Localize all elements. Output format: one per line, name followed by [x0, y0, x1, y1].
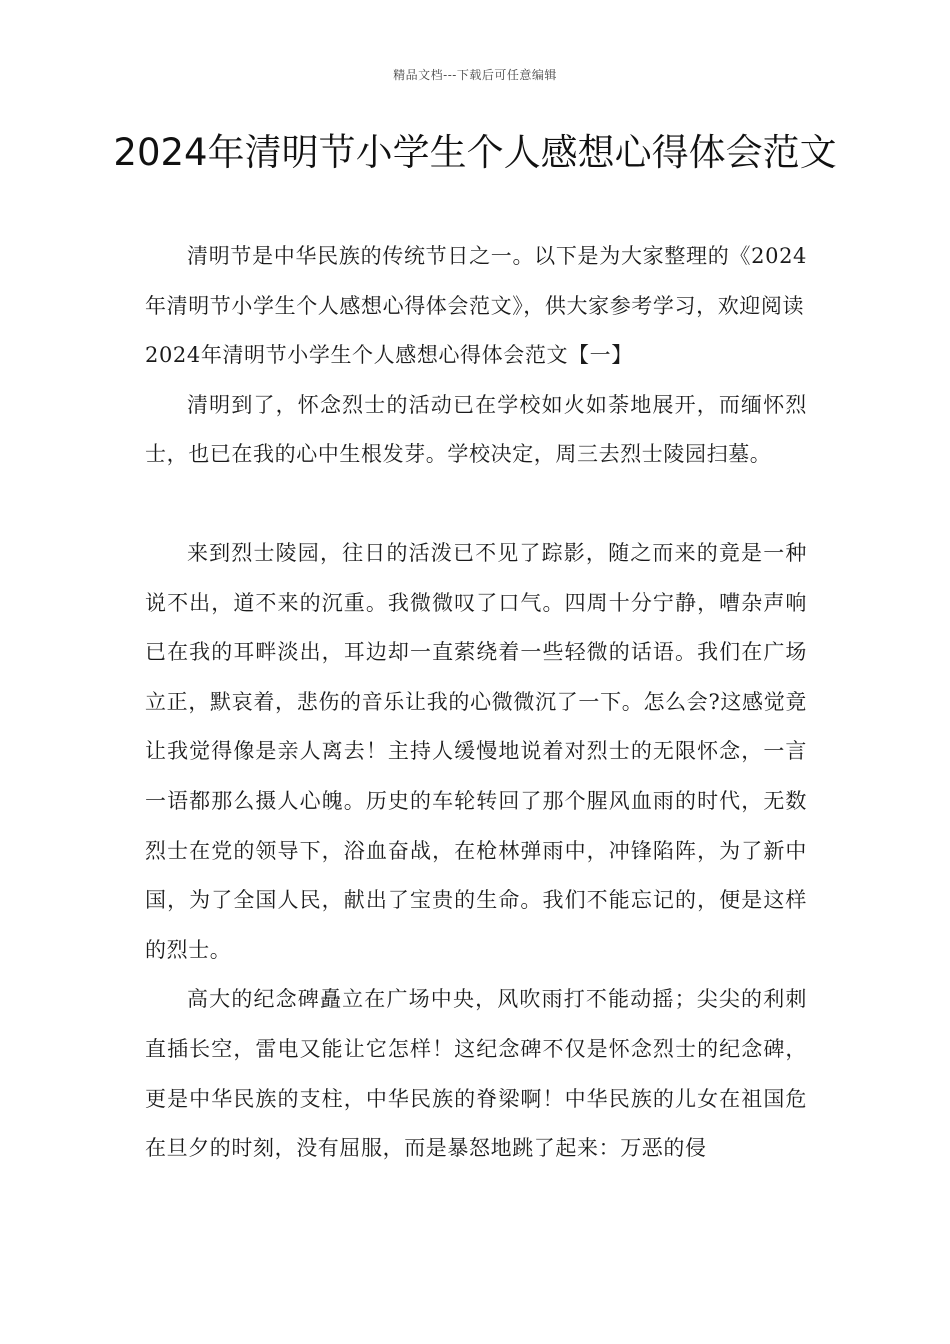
document-title: 2024年清明节小学生个人感想心得体会范文	[113, 131, 837, 174]
body-paragraph: 高大的纪念碑矗立在广场中央，风吹雨打不能动摇；尖尖的利刺直插长空，雷电又能让它怎样！这纪念碑不仅是怀念烈士的纪念碑，更是中华民族的支柱，中华民族的脊梁啊！中华民族的儿女在祖国危在旦夕的时刻，没有屈服，而是暴怒地跳了起来：万恶的侵	[145, 987, 807, 1161]
body-paragraph: 来到烈士陵园，往日的活泼已不见了踪影，随之而来的竟是一种说不出，道不来的沉重。我微微叹了口气。四周十分宁静，嘈杂声响已在我的耳畔淡出，耳边却一直萦绕着一些轻微的话语。我们在广场立正，默哀着，悲伤的音乐让我的心微微沉了一下。怎么会?这感觉竟让我觉得像是亲人离去！主持人缓慢地说着对烈士的无限怀念，一言一语都那么摄人心魄。历史的车轮转回了那个腥风血雨的时代，无数烈士在党的领导下，浴血奋战，在枪林弹雨中，冲锋陷阵，为了新中国，为了全国人民，献出了宝贵的生命。我们不能忘记的，便是这样的烈士。	[145, 540, 807, 962]
page-header: 精品文档---下载后可任意编辑	[393, 68, 557, 82]
paragraph-spacer	[145, 480, 807, 529]
document-body	[145, 232, 807, 1174]
body-paragraph: 清明到了，怀念烈士的活动已在学校如火如荼地展开，而缅怀烈士，也已在我的心中生根发芽。学校决定，周三去烈士陵园扫墓。	[145, 392, 807, 467]
intro-paragraph: 清明节是中华民族的传统节日之一。以下是为大家整理的《2024年清明节小学生个人感想心得体会范文》，供大家参考学习，欢迎阅读	[145, 244, 807, 318]
section-heading: 2024年清明节小学生个人感想心得体会范文【一】	[145, 343, 633, 368]
